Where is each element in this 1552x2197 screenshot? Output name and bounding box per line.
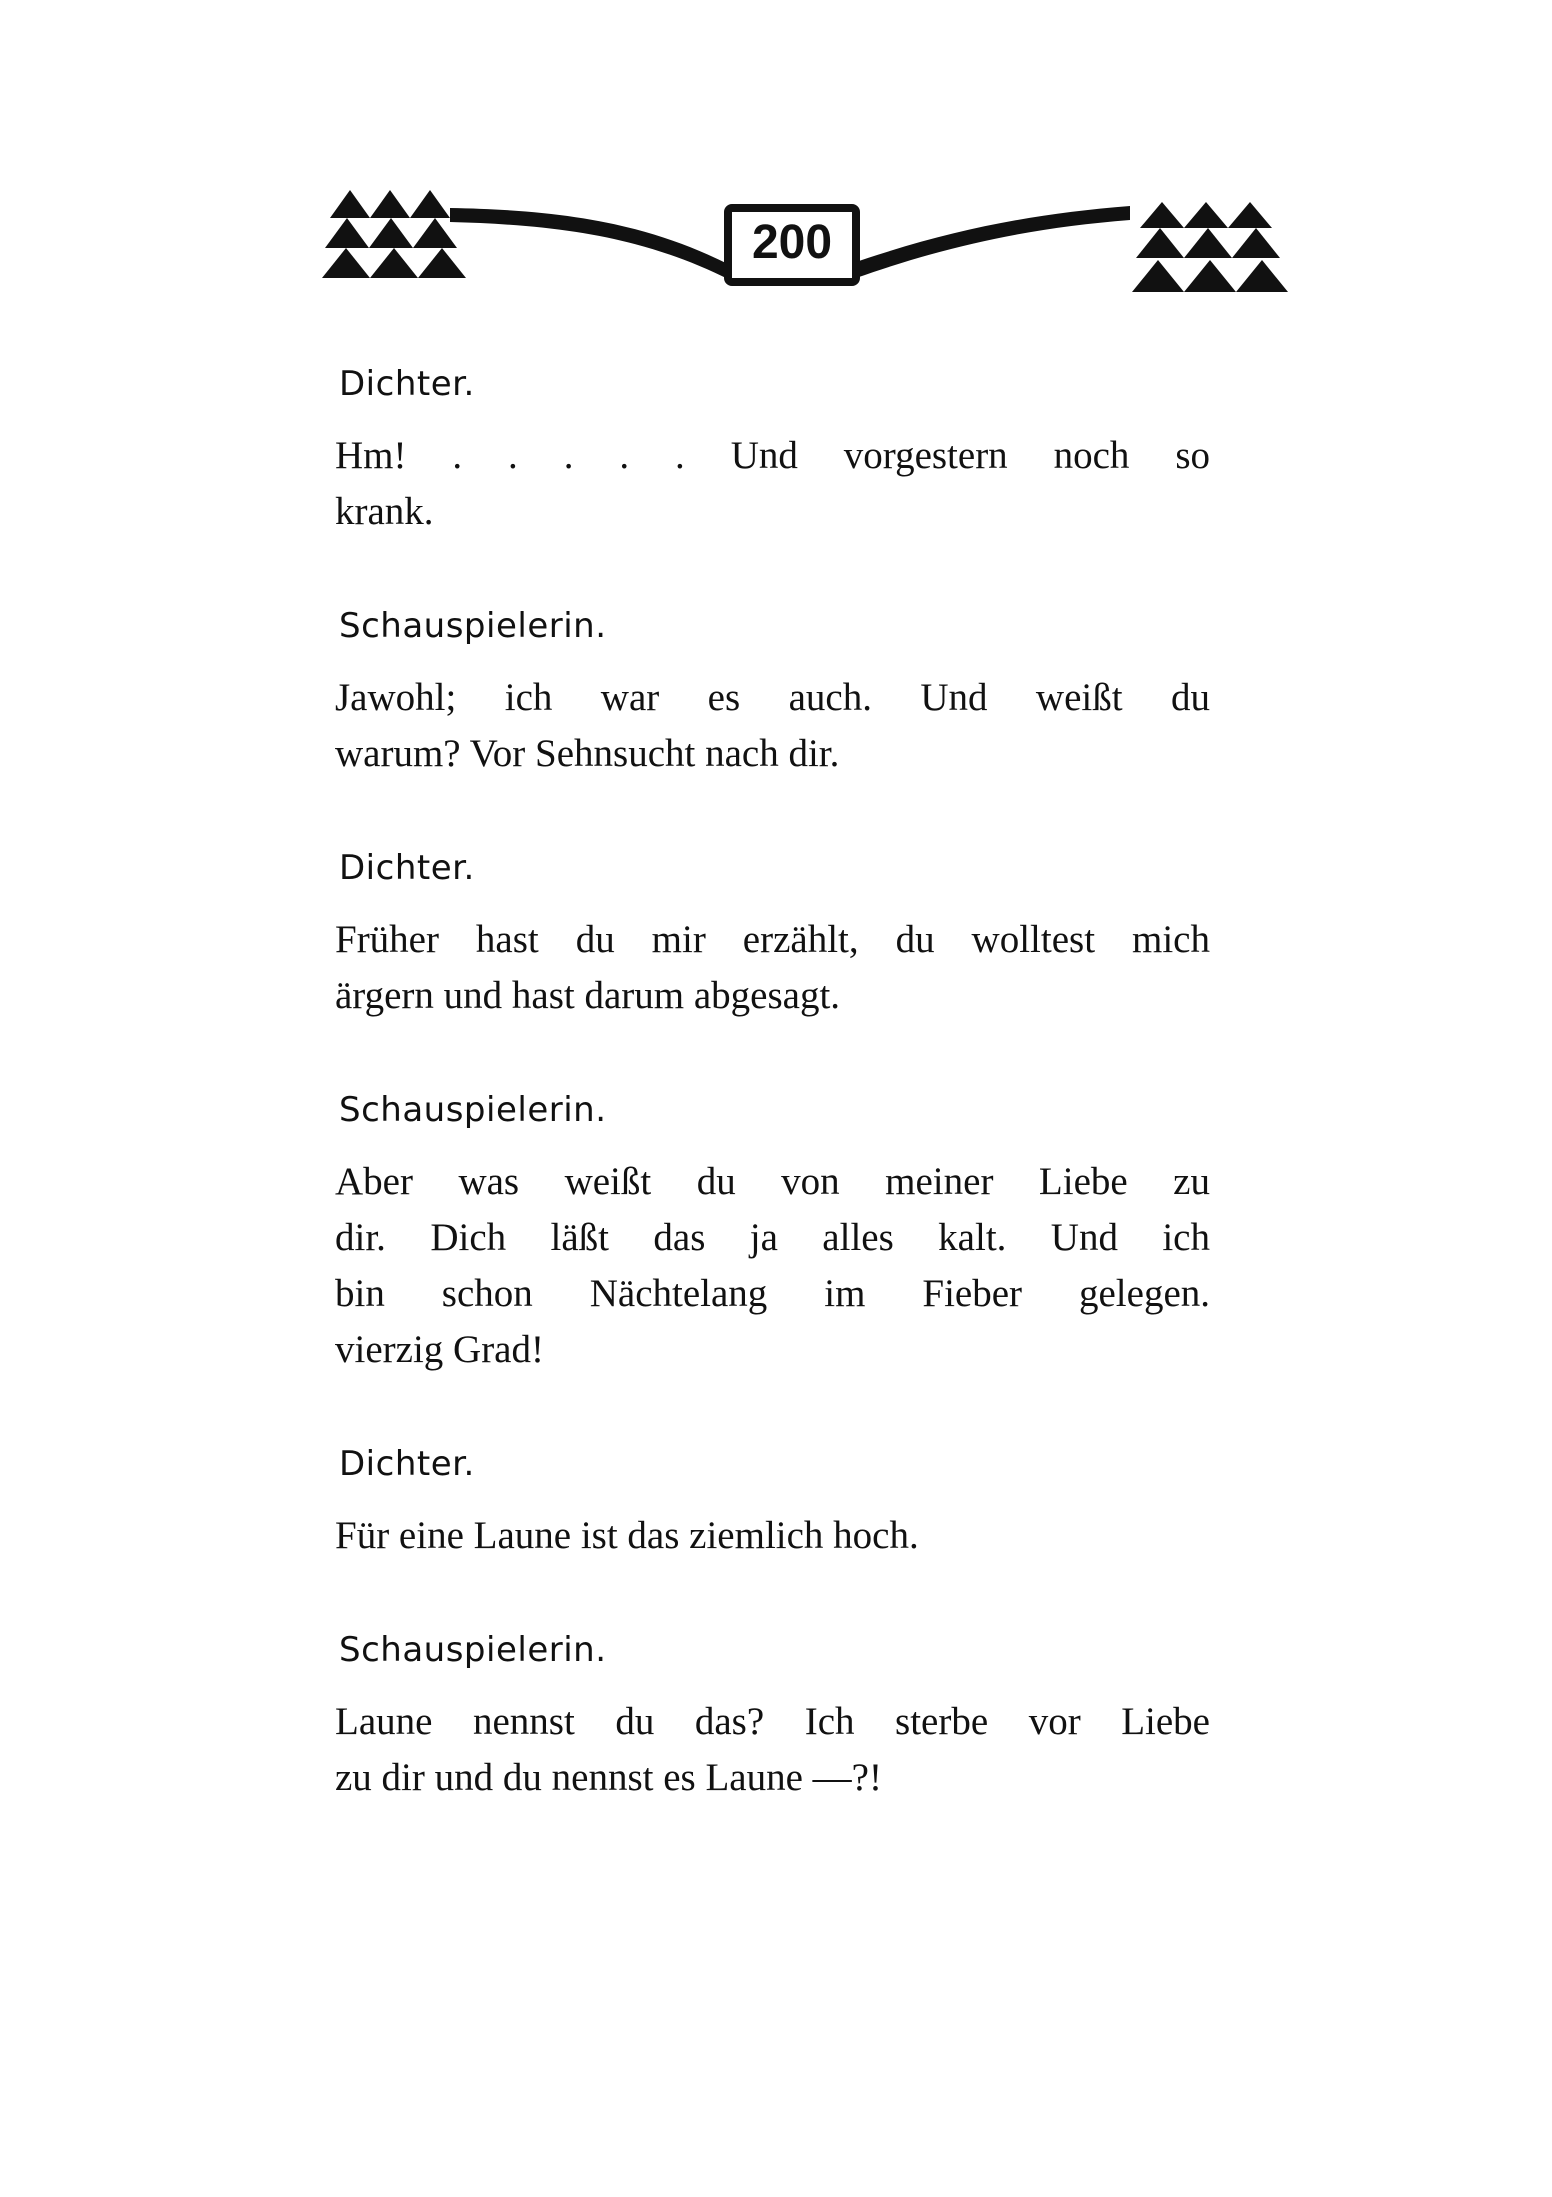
dialogue-line: Aber was weißt du von meiner Liebe zu (335, 1160, 1210, 1203)
tree-ornament-left-icon (322, 190, 466, 278)
page-body (335, 360, 1210, 1868)
swoosh-right (856, 206, 1130, 278)
dialogue-block (335, 1626, 1210, 1806)
dialogue-line: dir. Dich läßt das ja alles kalt. Und ich (335, 1216, 1210, 1259)
dialogue-line: zu dir und du nennst es Laune —?! (335, 1756, 882, 1799)
speaker-name: Schauspielerin. (339, 606, 607, 646)
tree-ornament-right-icon (1132, 202, 1288, 292)
speaker-name: Dichter. (339, 1444, 475, 1484)
speaker-name: Schauspielerin. (339, 1630, 607, 1670)
dialogue-line: bin schon Nächtelang im Fieber gelegen. (335, 1272, 1210, 1315)
page-number: 200 (751, 215, 833, 269)
dialogue-line: Jawohl; ich war es auch. Und weißt du (335, 676, 1210, 719)
dialogue-line: vierzig Grad! (335, 1328, 544, 1371)
dialogue-line: krank. (335, 490, 434, 533)
dialogue-line: warum? Vor Sehnsucht nach dir. (335, 732, 840, 775)
dialogue-line: Laune nennst du das? Ich sterbe vor Liebe (335, 1700, 1210, 1743)
dialogue-block (335, 1086, 1210, 1378)
dialogue-block (335, 602, 1210, 782)
dialogue-block (335, 1440, 1210, 1564)
dialogue-line: Für eine Laune ist das ziemlich hoch. (335, 1514, 919, 1557)
swoosh-left (450, 208, 730, 280)
speaker-name: Dichter. (339, 364, 475, 404)
dialogue-line: Früher hast du mir erzählt, du wolltest mich (335, 918, 1210, 961)
dialogue-line: ärgern und hast darum abgesagt. (335, 974, 841, 1017)
dialogue-line: Hm! . . . . . Und vorgestern noch so (335, 434, 1210, 477)
dialogue-block (335, 844, 1210, 1024)
speaker-name: Schauspielerin. (339, 1090, 607, 1130)
dialogue-block (335, 360, 1210, 540)
speaker-name: Dichter. (339, 848, 475, 888)
